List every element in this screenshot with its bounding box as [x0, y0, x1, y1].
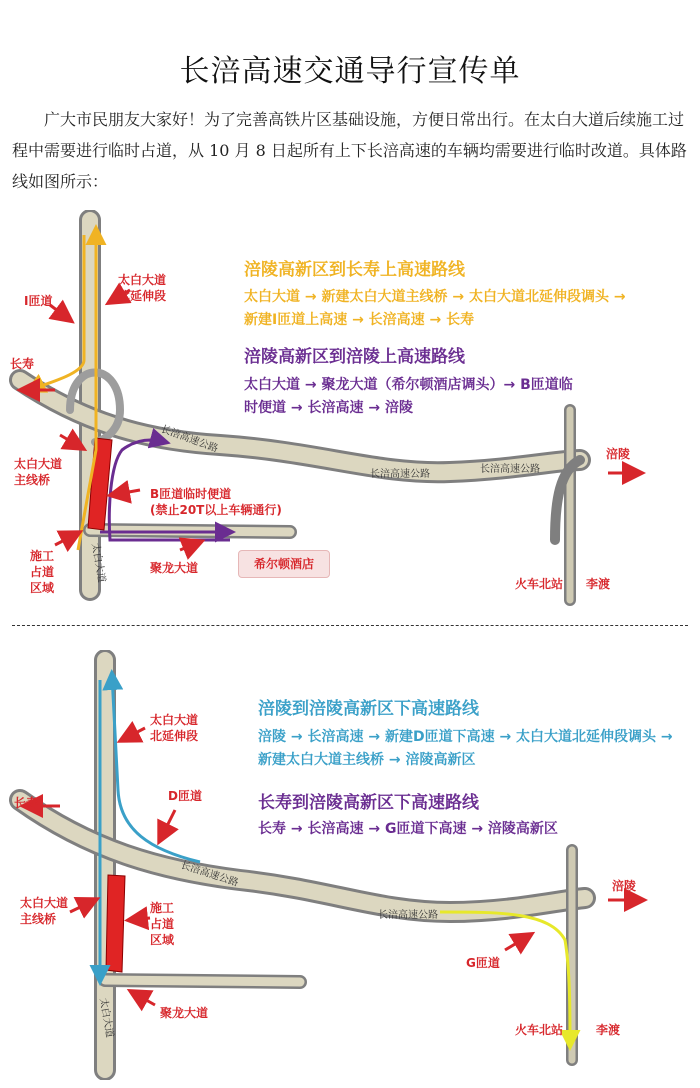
taibai-label: 太白大道: [97, 997, 115, 1039]
highway-label: 长涪高速公路: [480, 464, 540, 475]
route-3-desc: 涪陵 → 长涪高速 → 新建D匝道下高速 → 太白大道北延伸段调头 → 新建太白大道主线桥 → 涪陵高新区: [258, 729, 673, 768]
label-b-ramp: B匝道临时便道 (禁止20T以上车辆通行): [150, 487, 282, 517]
highway-label: 长涪高速公路: [378, 910, 438, 921]
label-north-extension: 太白大道 北延伸段: [150, 713, 199, 743]
page-title: 长涪高速交通导行宣传单: [179, 54, 521, 89]
highway-label: 长涪高速公路: [370, 469, 430, 480]
map-upper: [0, 210, 700, 610]
taibai-label: 太白大道: [89, 542, 107, 584]
highway-label: 长涪高速公路: [159, 423, 220, 455]
label-changshou: 长寿: [14, 796, 39, 810]
route-3-title: 涪陵到涪陵高新区下高速路线: [258, 699, 479, 719]
label-g-ramp: G匝道: [466, 956, 500, 970]
label-fuling: 涪陵: [612, 879, 637, 893]
label-i-ramp: I匝道: [24, 294, 53, 308]
map-lower: [0, 650, 700, 1080]
route-1-title: 涪陵高新区到长寿上高速路线: [244, 260, 465, 280]
label-construction-zone: 施工 占道 区域: [30, 549, 55, 595]
label-lidu: 李渡: [596, 1023, 621, 1037]
route-4-desc: 长寿 → 长涪高速 → G匝道下高速 → 涪陵高新区: [258, 821, 558, 837]
dashed-divider: [12, 625, 688, 626]
label-lidu: 李渡: [586, 577, 611, 591]
route-2-title: 涪陵高新区到涪陵上高速路线: [244, 347, 465, 367]
route-2-desc: 太白大道 → 聚龙大道（希尔顿酒店调头）→ B匝道临时便道 → 长涪高速 → 涪陵: [244, 377, 573, 416]
highway-label: 长涪高速公路: [179, 859, 240, 889]
label-julong: 聚龙大道: [150, 561, 199, 575]
label-julong: 聚龙大道: [160, 1006, 209, 1020]
label-main-bridge: 太白大道 主线桥: [20, 896, 69, 926]
label-station: 火车北站: [515, 1023, 564, 1037]
label-hilton: 希尔顿酒店: [238, 550, 330, 578]
label-construction-zone: 施工 占道 区域: [150, 901, 175, 947]
label-fuling: 涪陵: [606, 447, 631, 461]
label-d-ramp: D匝道: [168, 789, 202, 803]
route-1-desc: 太白大道 → 新建太白大道主线桥 → 太白大道北延伸段调头 → 新建I匝道上高速 → 长涪高速 → 长寿: [244, 289, 626, 328]
construction-zone: [106, 875, 125, 972]
label-changshou: 长寿: [10, 357, 35, 371]
route-4-title: 长寿到涪陵高新区下高速路线: [258, 793, 479, 813]
label-north-extension: 太白大道 北延伸段: [118, 273, 167, 303]
intro-paragraph: 广大市民朋友大家好！为了完善高铁片区基础设施，方便日常出行。在太白大道后续施工过程中需要进行临时占道，从 10 月 8 日起所有上下长涪高速的车辆均需要进行临时改道。具体路线如图所示：: [12, 110, 687, 191]
label-main-bridge: 太白大道 主线桥: [14, 457, 63, 487]
label-station: 火车北站: [515, 577, 564, 591]
